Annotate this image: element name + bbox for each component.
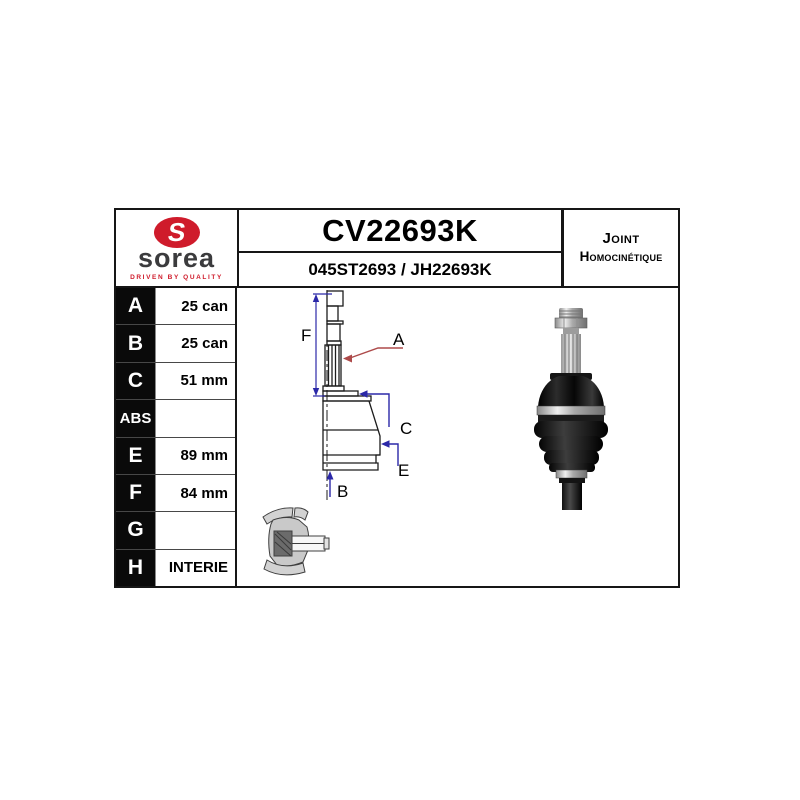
datasheet-frame xyxy=(114,208,680,588)
spec-key-ABS: ABS xyxy=(116,400,156,436)
inner-race-detail-drawing xyxy=(263,508,329,575)
spec-value-C: 51 mm xyxy=(156,363,235,399)
table-row xyxy=(116,325,235,362)
drawing-area xyxy=(237,288,678,586)
dimension-label-C: C xyxy=(400,419,413,438)
dimension-label-E: E xyxy=(398,461,410,480)
sheet-body xyxy=(116,288,678,586)
dimension-label-F: F xyxy=(301,326,312,345)
table-row xyxy=(116,438,235,475)
cv-axle-photo xyxy=(534,308,608,510)
part-reference: CV22693K xyxy=(239,210,561,253)
outer-race-body xyxy=(323,401,380,470)
dimension-A-arrow xyxy=(343,348,403,363)
spec-key-B: B xyxy=(116,325,156,361)
table-row xyxy=(116,400,235,437)
spec-key-C: C xyxy=(116,363,156,399)
table-row xyxy=(116,550,235,586)
cv-joint-section-drawing xyxy=(323,290,380,500)
sorea-monogram: S xyxy=(165,216,188,247)
brand-tagline: DRIVEN BY QUALITY xyxy=(130,274,223,281)
spec-key-F: F xyxy=(116,475,156,511)
dimension-B-arrow xyxy=(327,471,334,497)
spec-value-A: 25 can xyxy=(156,288,235,324)
table-row xyxy=(116,475,235,512)
spec-value-G xyxy=(156,512,235,548)
table-row xyxy=(116,363,235,400)
spec-value-B: 25 can xyxy=(156,325,235,361)
product-type xyxy=(564,210,678,286)
spec-table xyxy=(116,288,237,586)
title-cell xyxy=(239,210,564,286)
dimension-C-arrow xyxy=(359,390,389,427)
technical-drawing-canvas xyxy=(237,288,678,586)
table-row xyxy=(116,288,235,325)
sorea-logo xyxy=(116,210,239,286)
product-type-line1: Joint xyxy=(602,230,640,248)
brand-name: sorea xyxy=(137,243,216,273)
spec-value-E: 89 mm xyxy=(156,438,235,474)
table-row xyxy=(116,512,235,549)
dimension-label-A: A xyxy=(393,330,405,349)
cross-references: 045ST2693 / JH22693K xyxy=(308,259,492,279)
dimension-label-B: B xyxy=(337,482,349,501)
spec-key-E: E xyxy=(116,438,156,474)
spec-value-ABS xyxy=(156,400,235,436)
header xyxy=(116,210,678,288)
spec-key-A: A xyxy=(116,288,156,324)
spec-value-H: INTERIE xyxy=(156,550,235,586)
product-type-line2: Homocinétique xyxy=(579,248,663,264)
dimension-E-arrow xyxy=(381,440,398,466)
spec-value-F: 84 mm xyxy=(156,475,235,511)
spec-key-H: H xyxy=(116,550,156,586)
spec-key-G: G xyxy=(116,512,156,548)
